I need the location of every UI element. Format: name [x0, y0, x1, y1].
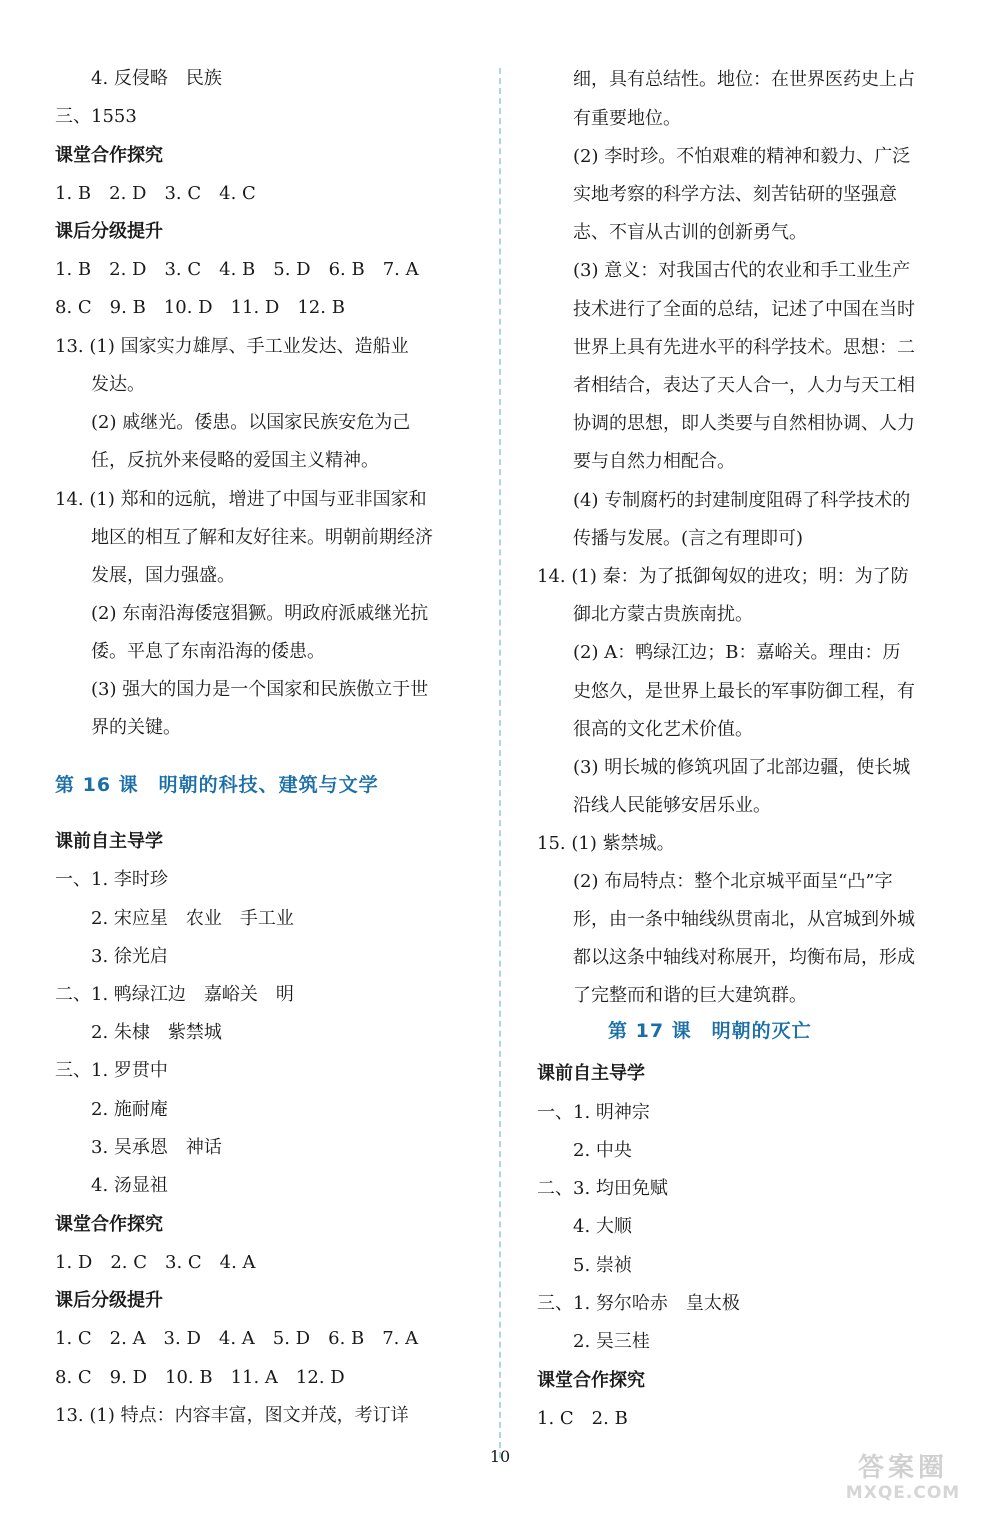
right-section-heading: 课前自主导学 — [537, 1063, 645, 1084]
right-text-line: 15. (1) 紫禁城。 — [537, 833, 675, 854]
left-section-heading: 课堂合作探究 — [55, 145, 163, 166]
left-section-heading: 课后分级提升 — [55, 1290, 163, 1311]
left-section-heading: 课前自主导学 — [55, 831, 163, 852]
left-text-line: 界的关键。 — [91, 717, 181, 738]
right-text-line: 沿线人民能够安居乐业。 — [573, 795, 771, 816]
left-text-line: 4. 汤显祖 — [91, 1175, 168, 1196]
left-text-line: 三、1553 — [55, 106, 137, 127]
right-text-line: (3) 明长城的修筑巩固了北部边疆，使长城 — [573, 757, 911, 778]
right-text-line: 14. (1) 秦：为了抵御匈奴的进攻；明：为了防 — [537, 566, 909, 587]
left-text-line: (2) 戚继光。倭患。以国家民族安危为己 — [91, 412, 411, 433]
left-text-line: (3) 强大的国力是一个国家和民族傲立于世 — [91, 679, 429, 700]
left-text-line: 三、1. 罗贯中 — [55, 1060, 168, 1081]
left-text-line: 3. 吴承恩 神话 — [91, 1137, 222, 1158]
left-text-line: 地区的相互了解和友好往来。明朝前期经济 — [91, 527, 433, 548]
left-text-line: 13. (1) 国家实力雄厚、手工业发达、造船业 — [55, 336, 409, 357]
left-text-line: 3. 徐光启 — [91, 946, 168, 967]
right-text-line: 有重要地位。 — [573, 108, 681, 129]
right-text-line: 御北方蒙古贵族南扰。 — [573, 604, 753, 625]
right-text-line: 了完整而和谐的巨大建筑群。 — [573, 985, 807, 1006]
left-text-line: 1. C 2. A 3. D 4. A 5. D 6. B 7. A — [55, 1328, 419, 1349]
right-text-line: (3) 意义：对我国古代的农业和手工业生产 — [573, 260, 911, 281]
right-text-line: (2) A：鸭绿江边；B：嘉峪关。理由：历 — [573, 642, 901, 663]
right-text-line: 实地考察的科学方法、刻苦钻研的坚强意 — [573, 184, 897, 205]
right-section-heading: 课堂合作探究 — [537, 1370, 645, 1391]
right-text-line: 一、1. 明神宗 — [537, 1102, 650, 1123]
left-text-line: 14. (1) 郑和的远航，增进了中国与亚非国家和 — [55, 489, 427, 510]
left-text-line: 倭。平息了东南沿海的倭患。 — [91, 641, 325, 662]
left-text-line: 1. D 2. C 3. C 4. A — [55, 1252, 256, 1273]
right-text-line: 细，具有总结性。地位：在世界医药史上占 — [573, 69, 915, 90]
right-text-line: (2) 布局特点：整个北京城平面呈“凸”字 — [573, 871, 893, 892]
left-section-heading: 课堂合作探究 — [55, 1214, 163, 1235]
right-text-line: 协调的思想，即人类要与自然相协调、人力 — [573, 413, 915, 434]
right-text-line: 二、3. 均田免赋 — [537, 1178, 668, 1199]
right-text-line: (2) 李时珍。不怕艰难的精神和毅力、广泛 — [573, 146, 911, 167]
right-text-line: 三、1. 努尔哈赤 皇太极 — [537, 1293, 740, 1314]
right-text-line: 4. 大顺 — [573, 1216, 632, 1237]
left-text-line: 1. B 2. D 3. C 4. C — [55, 183, 256, 204]
left-text-line: 任，反抗外来侵略的爱国主义精神。 — [91, 450, 379, 471]
page-number: 10 — [489, 1447, 511, 1466]
left-text-line: 二、1. 鸭绿江边 嘉峪关 明 — [55, 984, 294, 1005]
left-text-line: 8. C 9. B 10. D 11. D 12. B — [55, 297, 345, 318]
right-text-line: 史悠久，是世界上最长的军事防御工程，有 — [573, 681, 915, 702]
watermark-logo — [828, 1453, 978, 1507]
left-text-line: 2. 朱棣 紫禁城 — [91, 1022, 222, 1043]
right-text-line: 1. C 2. B — [537, 1408, 628, 1429]
right-text-line: 要与自然力相配合。 — [573, 451, 735, 472]
left-text-line: 1. B 2. D 3. C 4. B 5. D 6. B 7. A — [55, 259, 419, 280]
right-text-line: 世界上具有先进水平的科学技术。思想：二 — [573, 337, 915, 358]
right-text-line: 5. 崇祯 — [573, 1255, 632, 1276]
right-text-line: 技术进行了全面的总结，记述了中国在当时 — [573, 299, 915, 320]
left-text-line: (2) 东南沿海倭寇猖獗。明政府派戚继光抗 — [91, 603, 429, 624]
left-text-line: 2. 施耐庵 — [91, 1099, 168, 1120]
left-text-line: 8. C 9. D 10. B 11. A 12. D — [55, 1367, 345, 1388]
right-text-line: (4) 专制腐朽的封建制度阻碍了科学技术的 — [573, 490, 911, 511]
left-text-line: 发达。 — [91, 374, 145, 395]
right-text-line: 2. 吴三桂 — [573, 1331, 650, 1352]
right-text-line: 志、不盲从古训的创新勇气。 — [573, 222, 807, 243]
left-section-heading: 课后分级提升 — [55, 221, 163, 242]
right-text-line: 形，由一条中轴线纵贯南北，从宫城到外城 — [573, 909, 915, 930]
right-text-line: 都以这条中轴线对称展开，均衡布局，形成 — [573, 947, 915, 968]
right-text-line: 很高的文化艺术价值。 — [573, 719, 753, 740]
left-text-line: 一、1. 李时珍 — [55, 869, 168, 890]
lesson-17-title: 第 17 课 明朝的灭亡 — [608, 1020, 812, 1042]
left-text-line: 发展，国力强盛。 — [91, 565, 235, 586]
column-divider — [499, 68, 501, 1458]
right-text-line: 2. 中央 — [573, 1140, 632, 1161]
left-text-line: 13. (1) 特点：内容丰富，图文并茂，考订详 — [55, 1405, 409, 1426]
left-text-line: 4. 反侵略 民族 — [91, 68, 222, 89]
left-text-line: 2. 宋应星 农业 手工业 — [91, 908, 294, 929]
watermark-bottom-text: MXQE.COM — [845, 1483, 961, 1503]
lesson-16-title: 第 16 课 明朝的科技、建筑与文学 — [55, 774, 379, 796]
watermark-top-text: 答案圈 — [857, 1453, 948, 1483]
right-text-line: 者相结合，表达了天人合一，人力与天工相 — [573, 375, 915, 396]
right-text-line: 传播与发展。(言之有理即可) — [573, 528, 804, 549]
